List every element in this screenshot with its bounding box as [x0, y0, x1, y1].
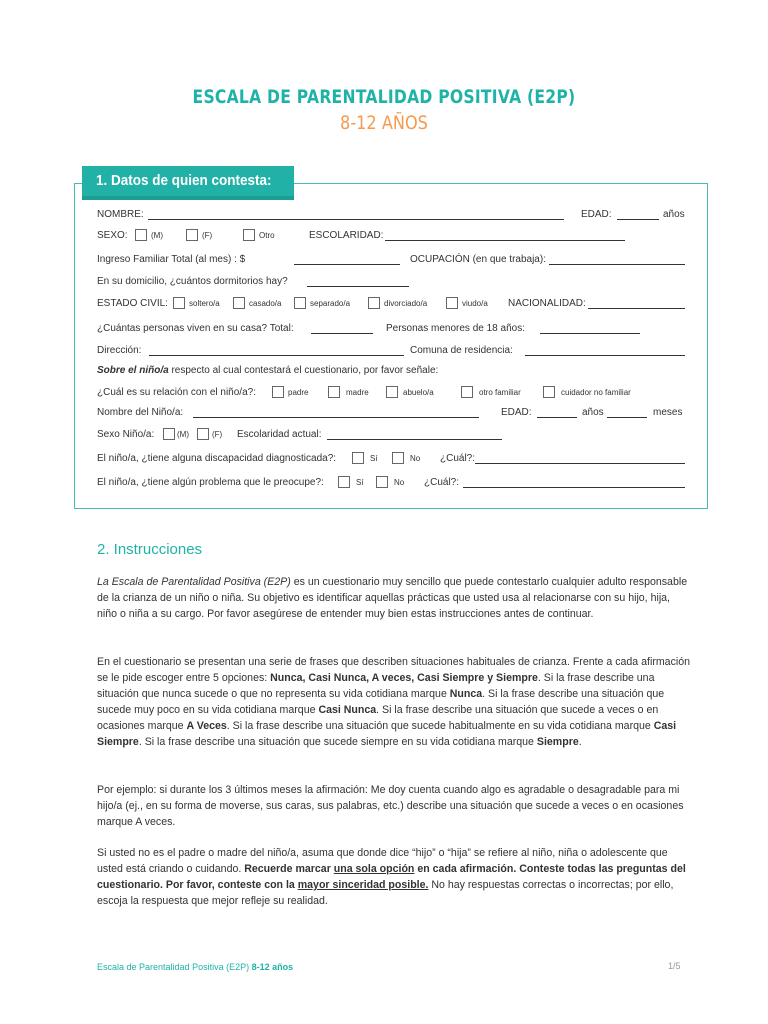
page-subtitle: 8-12 AÑOS [340, 112, 428, 134]
abuelo-label: abuelo/a [403, 388, 434, 397]
sexo-nino-m-label: (M) [177, 430, 189, 439]
problema-no-label: No [394, 478, 405, 487]
page-title: ESCALA DE PARENTALIDAD POSITIVA (E2P) [192, 86, 576, 108]
escolaridad-field[interactable] [385, 229, 625, 241]
sobre-nino-rest: respecto al cual contestará el cuestionario, por favor señale: [168, 365, 439, 376]
separado-checkbox[interactable] [294, 297, 306, 309]
edad-nino-label: EDAD: [501, 407, 532, 418]
sexo-otro-checkbox[interactable] [243, 229, 255, 241]
otro-familiar-label: otro familiar [479, 388, 521, 397]
menores-field[interactable] [540, 322, 640, 334]
padre-checkbox[interactable] [272, 386, 284, 398]
direccion-field[interactable] [149, 344, 404, 356]
discapacidad-si-checkbox[interactable] [352, 452, 364, 464]
edad-label: EDAD: [581, 209, 612, 220]
sexo-m-checkbox[interactable] [135, 229, 147, 241]
ingreso-field[interactable] [294, 253, 400, 265]
edad-field[interactable] [617, 208, 659, 220]
escolaridad-actual-label: Escolaridad actual: [237, 429, 322, 440]
edad-nino-anos-field[interactable] [537, 406, 577, 418]
discapacidad-label: El niño/a, ¿tiene alguna discapacidad diagnosticada?: [97, 453, 337, 464]
anos-label: años [663, 209, 685, 220]
relacion-label: ¿Cuál es su relación con el niño/a?: [97, 387, 256, 398]
cuidador-checkbox[interactable] [543, 386, 555, 398]
escolaridad-actual-field[interactable] [327, 428, 502, 440]
anos-nino-label: años [582, 407, 604, 418]
divorciado-checkbox[interactable] [368, 297, 380, 309]
discapacidad-cual-field[interactable] [475, 452, 685, 464]
separado-label: separado/a [310, 299, 351, 308]
sexo-otro-label: Otro [259, 231, 275, 240]
viudo-checkbox[interactable] [446, 297, 458, 309]
sexo-nino-f-checkbox[interactable] [197, 428, 209, 440]
menores-label: Personas menores de 18 años: [386, 323, 525, 334]
footer-text: Escala de Parentalidad Positiva (E2P) 8-12 años [97, 962, 294, 972]
personas-total-field[interactable] [311, 322, 373, 334]
problema-si-checkbox[interactable] [338, 476, 350, 488]
problema-si-label: Sí [356, 478, 364, 487]
problema-label: El niño/a, ¿tiene algún problema que le preocupe?: [97, 477, 324, 488]
sexo-nino-label: Sexo Niño/a: [97, 429, 155, 440]
section1-header: 1. Datos de quien contesta: [82, 166, 294, 200]
soltero-checkbox[interactable] [173, 297, 185, 309]
ocupacion-label: OCUPACIÓN (en que trabaja): [410, 254, 546, 265]
abuelo-checkbox[interactable] [386, 386, 398, 398]
discapacidad-no-checkbox[interactable] [392, 452, 404, 464]
dormitorios-label: En su domicilio, ¿cuántos dormitorios hay? [97, 276, 288, 287]
discapacidad-no-label: No [410, 454, 421, 463]
meses-label: meses [653, 407, 683, 418]
discapacidad-cual-label: ¿Cuál?: [440, 453, 476, 464]
nombre-nino-label: Nombre del Niño/a: [97, 407, 184, 418]
viudo-label: viudo/a [462, 299, 488, 308]
madre-label: madre [346, 388, 369, 397]
casado-label: casado/a [249, 299, 282, 308]
ocupacion-field[interactable] [549, 253, 685, 265]
sexo-f-label: (F) [202, 231, 213, 240]
personas-label: ¿Cuántas personas viven en su casa? Total: [97, 323, 294, 334]
instructions-paragraph-3: Por ejemplo: si durante los 3 últimos meses la afirmación: Me doy cuenta cuando algo es agradable o desagradable para mi hijo/a (ej., en su forma de moverse, sus caras, sus palabras, etc.) describe una situación que sucede a veces o en ocasiones marque A veces. [97, 784, 684, 828]
madre-checkbox[interactable] [328, 386, 340, 398]
sexo-label: SEXO: [97, 230, 128, 241]
comuna-field[interactable] [525, 344, 685, 356]
dormitorios-field[interactable] [307, 275, 409, 287]
comuna-label: Comuna de residencia: [410, 345, 513, 356]
problema-no-checkbox[interactable] [376, 476, 388, 488]
otro-familiar-checkbox[interactable] [461, 386, 473, 398]
padre-label: padre [288, 388, 309, 397]
sexo-f-checkbox[interactable] [186, 229, 198, 241]
divorciado-label: divorciado/a [384, 299, 428, 308]
escolaridad-label: ESCOLARIDAD: [309, 230, 384, 241]
soltero-label: soltero/a [189, 299, 220, 308]
sexo-m-label: (M) [151, 231, 163, 240]
instructions-paragraph-2: En el cuestionario se presentan una serie de frases que describen situaciones habituales de crianza. Frente a cada afirmación se le pide escoger entre 5 opciones: Nunca, Casi Nunca, A veces, Casi Siempre y Siempre. Si la frase describe una situación que nunca sucede o que no representa su vida cotidiana marque Nunca. Si la frase describe una situación que sucede muy poco en su vida cotidiana marque Casi Nunca. Si la frase describe una situación que sucede a veces o en ocasiones marque A Veces. Si la frase describe una situación que sucede habitualmente en su vida cotidiana marque Casi Siempre. Si la frase describe una situación que sucede siempre en su vida cotidiana marque Siempre. [97, 656, 691, 748]
nombre-nino-field[interactable] [193, 406, 479, 418]
sexo-nino-m-checkbox[interactable] [163, 428, 175, 440]
edad-nino-meses-field[interactable] [607, 406, 647, 418]
instructions-paragraph-4: Si usted no es el padre o madre del niño/a, asuma que donde dice “hijo” o “hija” se refiere al niño, niña o adolescente que usted está criando o cuidando. Recuerde marcar una sola opción en cada afirmación. Conteste todas las preguntas del cuestionario. Por favor, conteste con la mayor sinceridad posible. No hay respuestas correctas o incorrectas; por ello, escoja la respuesta que mejor refleje su realidad. [97, 847, 686, 907]
problema-cual-label: ¿Cuál?: [424, 477, 460, 488]
section2-header: 2. Instrucciones [97, 541, 203, 558]
estado-civil-label: ESTADO CIVIL: [97, 298, 168, 309]
page-number: 1/5 [668, 961, 681, 971]
nombre-label: NOMBRE: [97, 209, 144, 220]
nacionalidad-field[interactable] [588, 297, 685, 309]
sexo-nino-f-label: (F) [212, 430, 223, 439]
problema-cual-field[interactable] [463, 476, 685, 488]
nombre-field[interactable] [148, 208, 564, 220]
row-sobre-nino [97, 364, 438, 378]
nacionalidad-label: NACIONALIDAD: [508, 298, 586, 309]
direccion-label: Dirección: [97, 345, 142, 356]
instructions-paragraph-1: La Escala de Parentalidad Positiva (E2P) es un cuestionario muy sencillo que puede contestarlo cualquier adulto responsable de la crianza de un niño o niña. Su objetivo es identificar aquellas prácticas que usted usa al relacionarse con su hijo, hija, niño o niña a su cargo. Por favor asegúrese de entender muy bien estas instrucciones antes de continuar. [97, 576, 688, 620]
casado-checkbox[interactable] [233, 297, 245, 309]
sobre-nino-bold: Sobre el niño/a [97, 365, 169, 376]
discapacidad-si-label: Sí [370, 454, 378, 463]
ingreso-label: Ingreso Familiar Total (al mes) : $ [97, 254, 246, 265]
cuidador-label: cuidador no familiar [561, 388, 631, 397]
